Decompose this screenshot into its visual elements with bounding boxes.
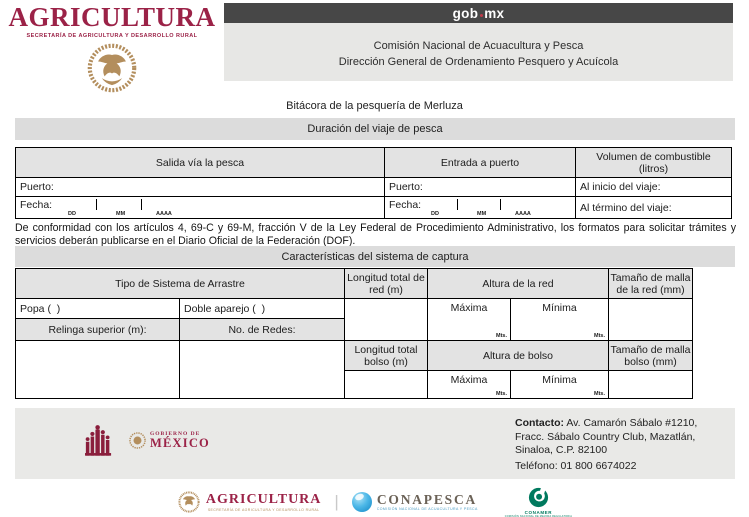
mm-label: MM — [477, 211, 487, 217]
dd-label: DD — [68, 211, 76, 217]
longitud-red-input-cell — [345, 299, 427, 340]
contact-block — [515, 417, 729, 473]
contact-address3: Sinaloa, C.P. 82100 — [515, 444, 608, 456]
contact-address1: Av. Camarón Sábalo #1210, — [566, 417, 698, 429]
col-header-combustible: Volumen de combustible (litros) — [576, 148, 731, 177]
section-banner-caracteristicas: Características del sistema de captura — [15, 246, 735, 267]
malla-bolso-input-cell — [609, 371, 692, 398]
agency-header-panel — [224, 23, 733, 81]
fecha-salida-field: Fecha: DD MM AAAA — [16, 197, 384, 218]
longitud-bolso-input-cell — [345, 371, 427, 398]
combustible-termino-field: Al término del viaje: — [576, 197, 731, 218]
combustible-inicio-field: Al inicio del viaje: — [576, 178, 731, 196]
gobierno-mexico-logo — [85, 424, 210, 456]
document-title: Bitácora de la pesquería de Merluza — [286, 100, 463, 112]
left-blank-cell — [16, 341, 179, 398]
section-banner-duracion: Duración del viaje de pesca — [15, 118, 735, 140]
conamer-swirl-icon — [527, 486, 550, 509]
col-header-entrada: Entrada a puerto — [385, 148, 575, 177]
conamer-logo: CONAMER COMISIÓN NACIONAL DE MEJORA REGULATORIA — [505, 486, 572, 517]
aaaa-label: AAAA — [156, 211, 172, 217]
header-longitud-bolso: Longitud total bolso (m) — [345, 341, 427, 370]
eagle-seal-icon — [84, 43, 140, 93]
gobierno-mexico-wordmark: GOBIERNO DE MÉXICO — [150, 430, 210, 450]
monument-silhouette-icon — [85, 424, 125, 456]
agency-line1: Comisión Nacional de Acuacultura y Pesca — [373, 40, 584, 52]
gobmx-bar — [224, 3, 733, 23]
popa-checkbox-field: Popa ( ) — [16, 299, 179, 318]
mts-unit-label: Mts. — [594, 333, 605, 339]
date-separator — [96, 199, 97, 210]
date-separator — [457, 199, 458, 210]
no-redes-field: No. de Redes: — [180, 319, 344, 340]
gobmx-logo: gob mx — [452, 5, 505, 21]
header-malla-bolso: Tamaño de malla bolso (mm) — [609, 341, 692, 370]
eagle-seal-icon — [177, 491, 201, 513]
date-separator — [141, 199, 142, 210]
agency-line2: Dirección General de Ordenamiento Pesquero y Acuícola — [338, 56, 619, 68]
mts-unit-label: Mts. — [496, 333, 507, 339]
footer-band — [15, 408, 735, 479]
aaaa-label: AAAA — [515, 211, 531, 217]
altura-red-maxima-cell: Máxima Mts. — [428, 299, 510, 340]
fecha-entrada-field: Fecha: DD MM AAAA — [385, 197, 575, 218]
contact-label: Contacto: — [515, 417, 564, 429]
doble-aparejo-checkbox-field: Doble aparejo ( ) — [180, 299, 344, 318]
malla-red-input-cell — [609, 299, 692, 340]
agricultura-subtitle: SECRETARÍA DE AGRICULTURA Y DESARROLLO RURAL — [26, 33, 198, 39]
bottom-logos-row — [0, 486, 749, 517]
conapesca-logo: CONAPESCA COMISIÓN NACIONAL DE ACUACULTURA Y PESCA — [352, 492, 478, 512]
contact-phone: Teléfono: 01 800 6674022 — [515, 459, 637, 472]
legal-text: De conformidad con los artículos 4, 69-C y 69-M, fracción V de la Ley Federal de Procedimiento Administrativo, los formatos para solicitar trámites y servicios deberán publicarse en el Diario Oficial de la Federación (DOF). — [15, 222, 736, 247]
agricultura-wordmark: AGRICULTURA — [8, 2, 216, 32]
mts-unit-label: Mts. — [496, 391, 507, 397]
altura-bolso-maxima-cell: Máxima Mts. — [428, 371, 510, 398]
capture-system-table — [15, 268, 693, 399]
relinga-field: Relinga superior (m): — [16, 319, 179, 340]
puerto-salida-field: Puerto: — [16, 178, 384, 196]
col-header-salida: Salida vía la pesca — [16, 148, 384, 177]
altura-bolso-minima-cell: Mínima Mts. — [511, 371, 608, 398]
left-blank-cell — [180, 341, 344, 398]
header-malla-red: Tamaño de malla de la red (mm) — [609, 269, 692, 298]
trip-duration-table — [15, 147, 732, 219]
header-altura-bolso: Altura de bolso — [428, 341, 608, 370]
gobmx-dot-icon — [480, 14, 483, 17]
seal-icon — [129, 432, 146, 449]
puerto-entrada-field: Puerto: — [385, 178, 575, 196]
altura-red-minima-cell: Mínima Mts. — [511, 299, 608, 340]
logo-separator: | — [334, 492, 339, 511]
date-separator — [500, 199, 501, 210]
agricultura-footer-logo: AGRICULTURA SECRETARÍA DE AGRICULTURA Y DESARROLLO RURAL — [177, 491, 322, 513]
conapesca-sphere-icon — [352, 492, 372, 512]
header-tipo-sistema: Tipo de Sistema de Arrastre — [16, 269, 344, 298]
header-altura-red: Altura de la red — [428, 269, 608, 298]
header-longitud-red: Longitud total de red (m) — [345, 269, 427, 298]
mm-label: MM — [116, 211, 126, 217]
dd-label: DD — [431, 211, 439, 217]
contact-address2: Fracc. Sábalo Country Club, Mazatlán, — [515, 430, 696, 443]
mts-unit-label: Mts. — [594, 391, 605, 397]
agricultura-logo — [6, 4, 218, 93]
